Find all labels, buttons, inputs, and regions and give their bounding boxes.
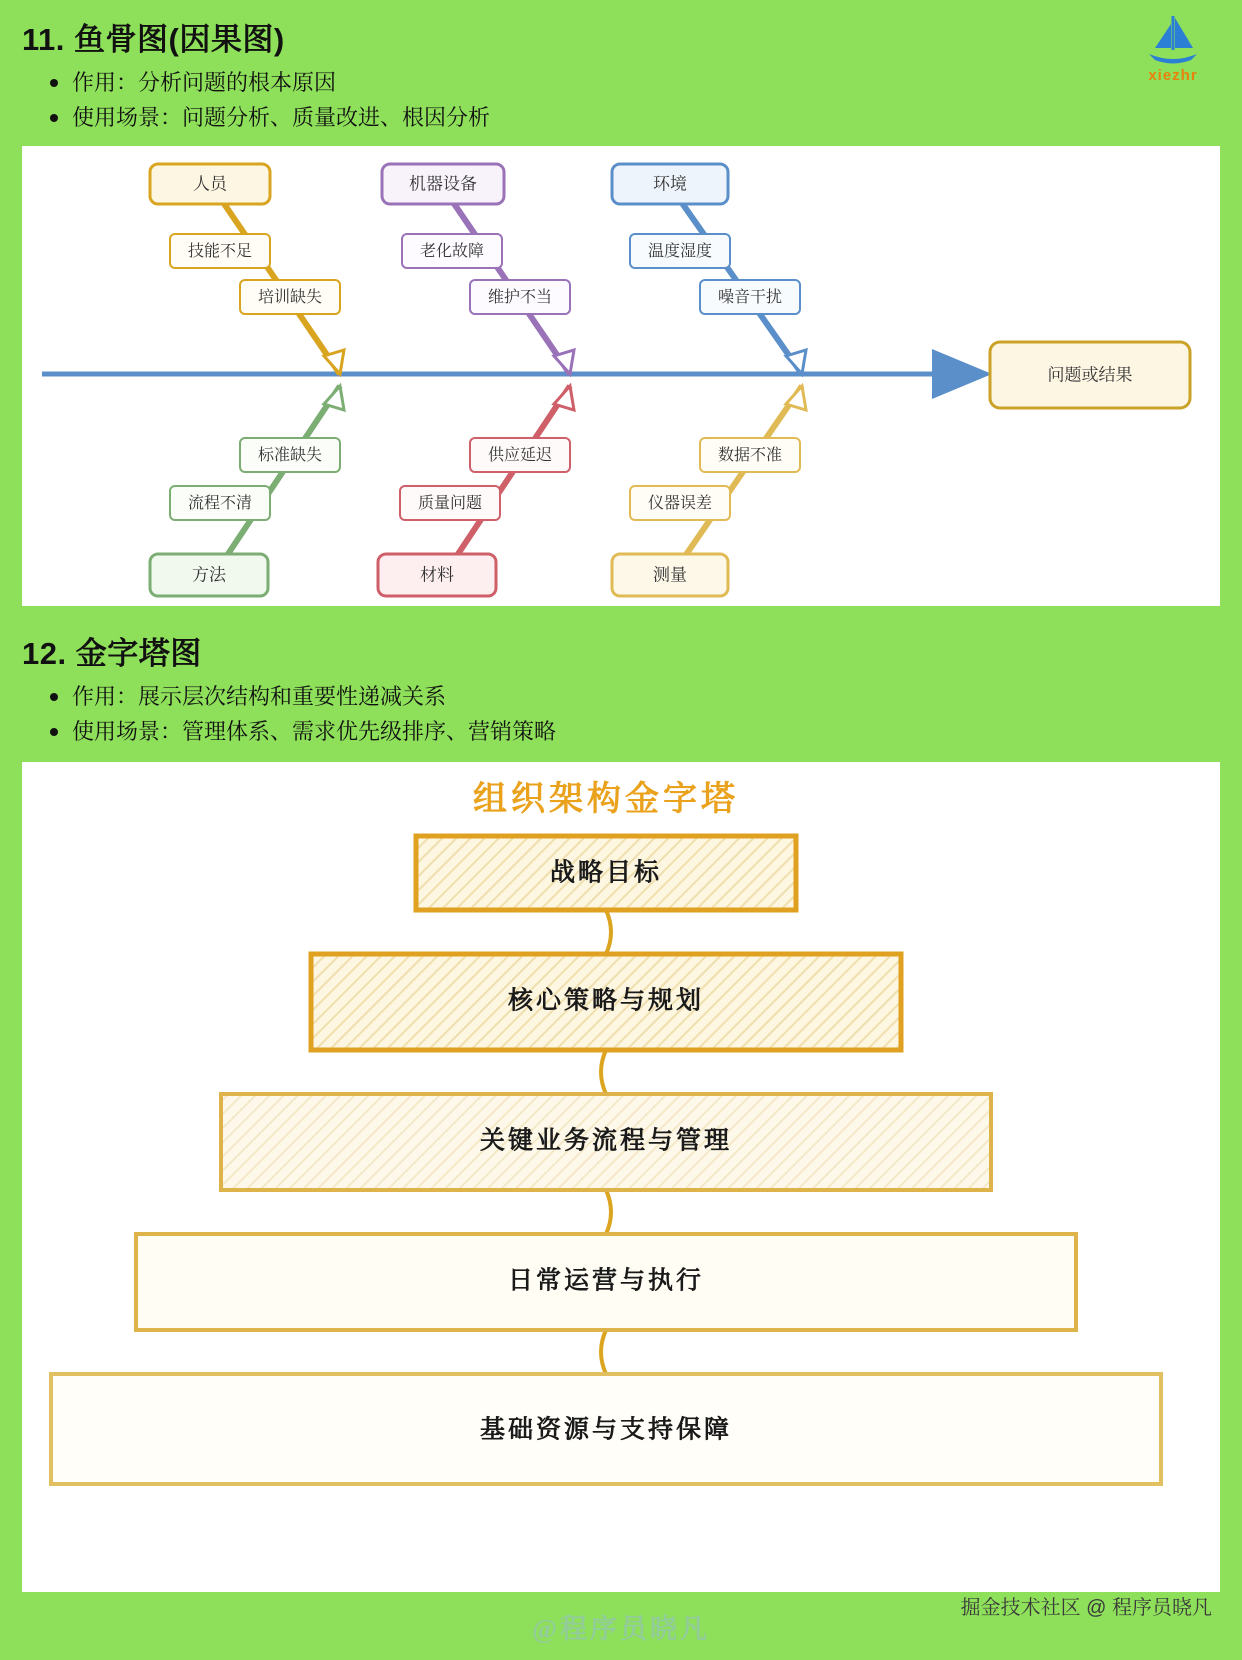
logo-text: xiezhr — [1148, 67, 1198, 84]
fishbone-result — [990, 342, 1190, 408]
bullet-item: 作用：分析问题的根本原因 — [46, 67, 1242, 99]
pyramid-title: 组织架构金字塔 — [473, 780, 739, 818]
sailboat-icon — [1129, 10, 1217, 68]
pyramid-level-4 — [136, 1234, 1076, 1330]
cause-label: 噪音干扰 — [717, 289, 783, 307]
fishbone-branch-材料 — [378, 386, 574, 596]
cause-label: 培训缺失 — [257, 289, 323, 307]
cause-label: 供应延迟 — [487, 447, 553, 465]
fishbone-branch-机器设备 — [382, 164, 574, 374]
cause-label: 技能不足 — [187, 243, 253, 261]
section-title-11: 11. 鱼骨图(因果图) — [22, 22, 285, 57]
fishbone-branch-测量 — [612, 386, 806, 596]
cause-label: 维护不当 — [487, 289, 553, 307]
cause-label: 仪器误差 — [647, 495, 713, 513]
fishbone-branch-方法 — [150, 386, 344, 596]
fishbone-branch-人员 — [150, 164, 344, 374]
pyramid-level-label: 关键业务流程与管理 — [479, 1127, 733, 1155]
cause-label: 温度湿度 — [647, 243, 713, 261]
branch-category-label: 机器设备 — [409, 174, 477, 194]
connector — [606, 1190, 611, 1234]
pyramid-diagram — [22, 762, 1220, 1592]
cause-label: 质量问题 — [417, 495, 483, 513]
branch-category-label: 人员 — [193, 174, 227, 194]
connector — [606, 910, 611, 954]
pyramid-level-label: 核心策略与规划 — [507, 987, 705, 1015]
watermark-right: 掘金技术社区 @ 程序员晓凡 — [960, 1597, 1212, 1619]
cause-label: 数据不准 — [717, 447, 783, 465]
cause-label: 老化故障 — [419, 243, 485, 261]
bullet-item: 使用场景：管理体系、需求优先级排序、营销策略 — [46, 716, 1242, 748]
cause-label: 流程不清 — [187, 495, 253, 513]
branch-category-label: 方法 — [192, 565, 226, 585]
section-bullets-11 — [0, 67, 1242, 134]
branch-category-label: 材料 — [420, 565, 454, 585]
pyramid-level-label: 战略目标 — [549, 859, 663, 887]
connector — [601, 1330, 606, 1374]
bullet-item: 作用：展示层次结构和重要性递减关系 — [46, 681, 1242, 713]
section-bullets-12 — [0, 681, 1242, 748]
fishbone-branch-环境 — [612, 164, 806, 374]
section-title-12: 12. 金字塔图 — [22, 635, 202, 671]
watermark-center: @程序员晓凡 — [531, 1614, 711, 1644]
branch-category-label: 环境 — [653, 174, 687, 194]
pyramid-level-3 — [221, 1094, 991, 1190]
result-label: 问题或结果 — [1047, 365, 1133, 385]
pyramid-level-label: 日常运营与执行 — [507, 1267, 705, 1295]
cause-label: 标准缺失 — [257, 447, 323, 465]
pyramid-level-label: 基础资源与支持保障 — [479, 1416, 733, 1444]
branch-category-label: 测量 — [653, 565, 687, 585]
bullet-item: 使用场景：问题分析、质量改进、根因分析 — [46, 102, 1242, 134]
pyramid-level-2 — [311, 954, 901, 1050]
fishbone-diagram — [22, 146, 1220, 606]
pyramid-level-1 — [416, 836, 796, 910]
pyramid-level-5 — [51, 1374, 1161, 1484]
connector — [601, 1050, 606, 1094]
